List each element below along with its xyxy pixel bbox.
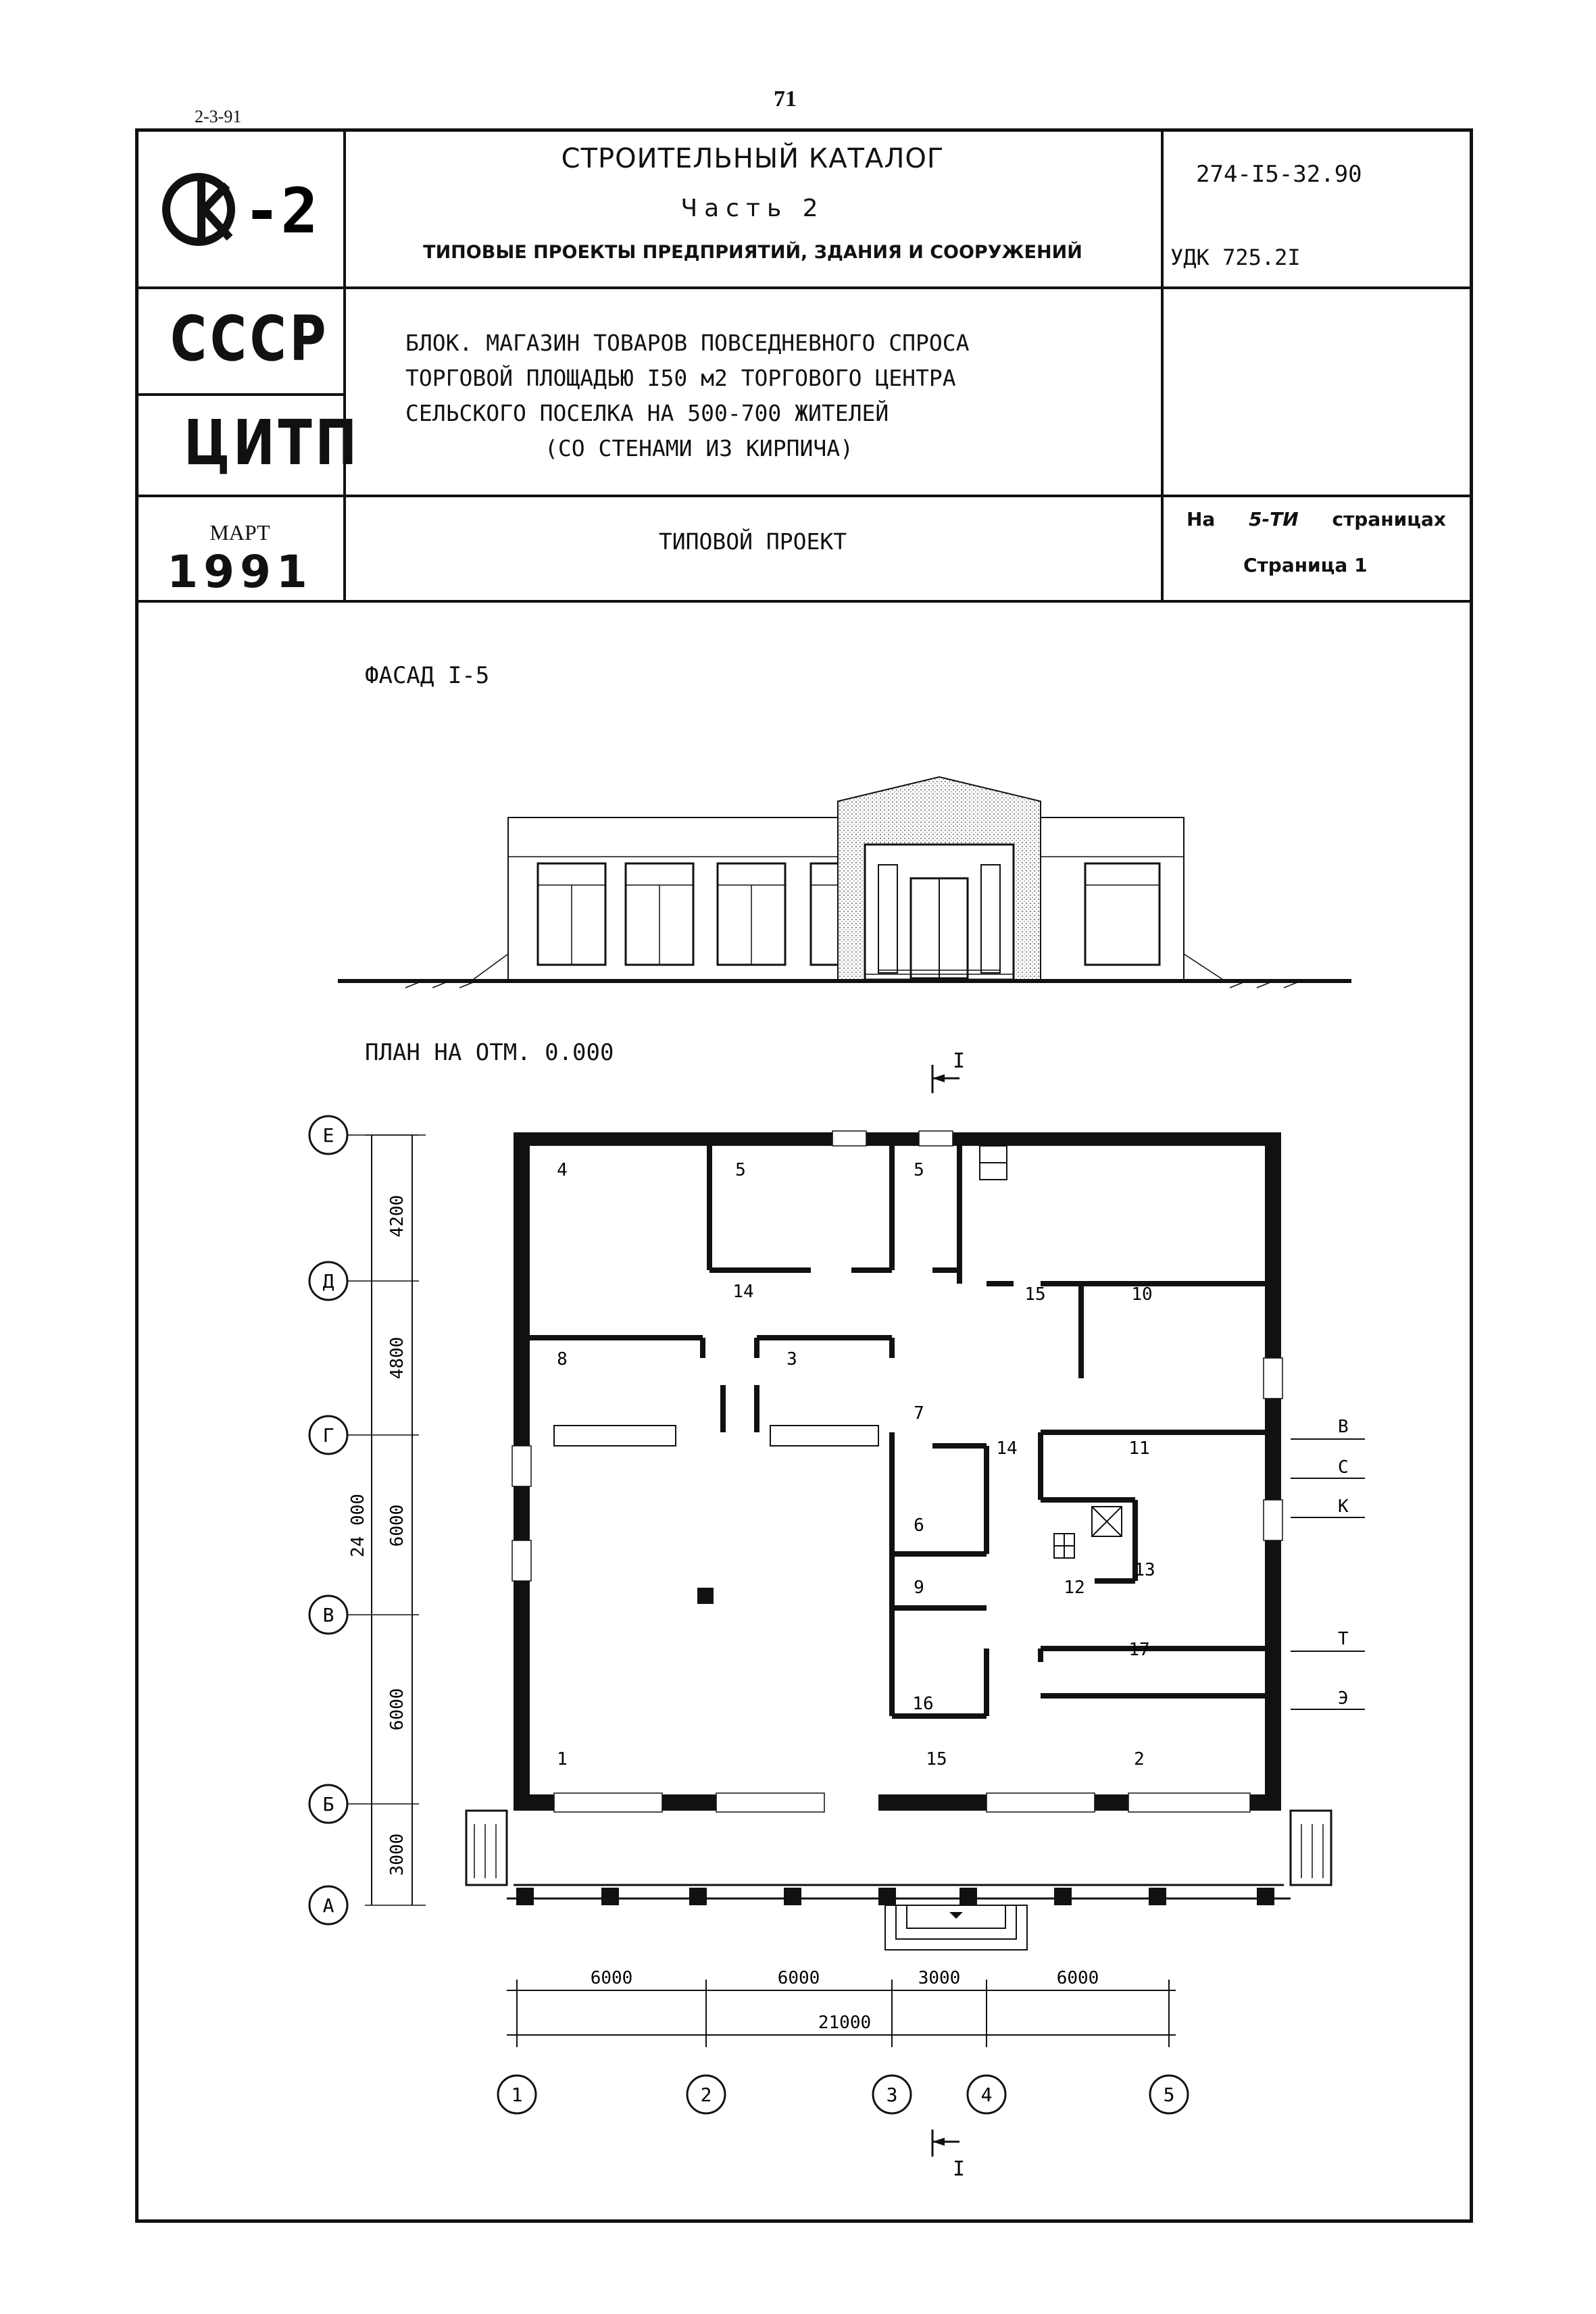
- row-dimension: 4800: [387, 1336, 407, 1380]
- col-dimension: 6000: [777, 1968, 820, 1988]
- room-number: 15: [1024, 1284, 1046, 1305]
- axis-row-label: А: [322, 1894, 334, 1917]
- axis-row-label: Г: [322, 1424, 334, 1447]
- right-mark: В: [1338, 1417, 1349, 1437]
- header-divider-right: [1161, 128, 1164, 601]
- room-number: 12: [1064, 1578, 1085, 1598]
- row-dimension: 6000: [387, 1504, 407, 1547]
- pages-suffix: страницах: [1332, 508, 1446, 530]
- pages-count: 5-ТИ: [1249, 508, 1299, 530]
- org-divider: [135, 393, 345, 396]
- room-number: 11: [1128, 1438, 1150, 1459]
- room-number: 13: [1134, 1560, 1155, 1580]
- description-line: СЕЛЬСКОГО ПОСЕЛКА НА 500-700 ЖИТЕЛЕЙ: [405, 400, 889, 426]
- axis-col-label: 1: [511, 2084, 523, 2106]
- axis-row-label: Д: [322, 1270, 334, 1292]
- section-mark-top: [932, 1049, 965, 1093]
- axis-col-label: 2: [700, 2084, 712, 2106]
- room-number: 15: [926, 1749, 947, 1769]
- year: 1991: [167, 546, 313, 598]
- description-line: БЛОК. МАГАЗИН ТОВАРОВ ПОВСЕДНЕВНОГО СПРОСА: [405, 330, 970, 356]
- room-number: 16: [912, 1694, 934, 1714]
- description-line: (СО СТЕНАМИ ИЗ КИРПИЧА): [545, 435, 853, 461]
- right-mark: К: [1338, 1496, 1349, 1517]
- row-dimension: 4200: [387, 1194, 407, 1238]
- description-line: ТОРГОВОЙ ПЛОЩАДЬЮ I50 м2 ТОРГОВОГО ЦЕНТРА: [405, 365, 956, 391]
- month: МАРТ: [209, 520, 270, 545]
- project-type: ТИПОВОЙ ПРОЕКТ: [658, 528, 847, 555]
- corner-code: 2-3-91: [195, 107, 242, 126]
- room-number: 2: [1134, 1749, 1145, 1769]
- col-dimension: 6000: [1056, 1968, 1099, 1988]
- total-horizontal-dimension: 21000: [818, 2013, 872, 2033]
- col-dimension: 3000: [918, 1968, 961, 1988]
- pages-info: [1187, 508, 1446, 530]
- catalog-subtitle: ТИПОВЫЕ ПРОЕКТЫ ПРЕДПРИЯТИЙ, ЗДАНИЯ И СООРУЖЕНИЙ: [423, 242, 1082, 263]
- room-number: 10: [1131, 1284, 1153, 1305]
- catalog-part: Часть 2: [680, 195, 825, 222]
- udk-code: УДК 725.2I: [1170, 245, 1301, 270]
- page-number: 71: [774, 86, 797, 111]
- right-mark: Э: [1338, 1688, 1349, 1709]
- row-dimension: 3000: [387, 1833, 407, 1876]
- col-dimension: 6000: [590, 1968, 633, 1988]
- axis-col-label: 5: [1163, 2084, 1175, 2106]
- org-country: СССР: [170, 303, 330, 375]
- room-number: 17: [1128, 1640, 1150, 1660]
- header-row-1: [135, 286, 1473, 289]
- axis-row-label: В: [322, 1604, 334, 1626]
- row-dimension: 6000: [387, 1688, 407, 1731]
- facade-drawing: [324, 777, 1365, 993]
- room-number: 7: [914, 1403, 924, 1424]
- catalog-title: СТРОИТЕЛЬНЫЙ КАТАЛОГ: [561, 143, 945, 174]
- right-mark: Т: [1338, 1629, 1349, 1649]
- room-number: 5: [735, 1160, 746, 1180]
- axis-row-label: Б: [322, 1793, 334, 1815]
- room-number: 14: [732, 1282, 754, 1302]
- floor-plan: [284, 1040, 1349, 2189]
- facade-title: ФАСАД I-5: [365, 662, 490, 689]
- axis-row-label: Е: [322, 1124, 334, 1147]
- room-number: 14: [996, 1438, 1018, 1459]
- header-row-2: [135, 495, 1473, 497]
- room-number: 4: [557, 1160, 568, 1180]
- room-number: 3: [787, 1349, 797, 1369]
- project-code: 274-I5-32.90: [1196, 161, 1362, 188]
- right-mark: С: [1338, 1457, 1349, 1478]
- axis-col-label: 3: [886, 2084, 898, 2106]
- project-description: [405, 326, 969, 466]
- catalog-logo: [157, 161, 332, 262]
- section-mark-bottom: [932, 2130, 965, 2181]
- org-name: ЦИТП: [184, 407, 360, 479]
- room-number: 8: [557, 1349, 568, 1369]
- page-label: Страница 1: [1243, 554, 1368, 576]
- room-number: 5: [914, 1160, 924, 1180]
- logo-text: -2: [243, 175, 318, 247]
- room-number: 9: [914, 1578, 924, 1598]
- section-label: I: [953, 1049, 966, 1073]
- room-number: 6: [914, 1515, 924, 1536]
- pages-prefix: На: [1187, 508, 1216, 530]
- plan-title: ПЛАН НА ОТМ. 0.000: [365, 1039, 614, 1066]
- header-row-3: [135, 600, 1473, 603]
- section-label: I: [953, 2157, 966, 2181]
- axis-col-label: 4: [980, 2084, 993, 2106]
- total-vertical-dimension: 24 000: [348, 1494, 368, 1557]
- room-number: 1: [557, 1749, 568, 1769]
